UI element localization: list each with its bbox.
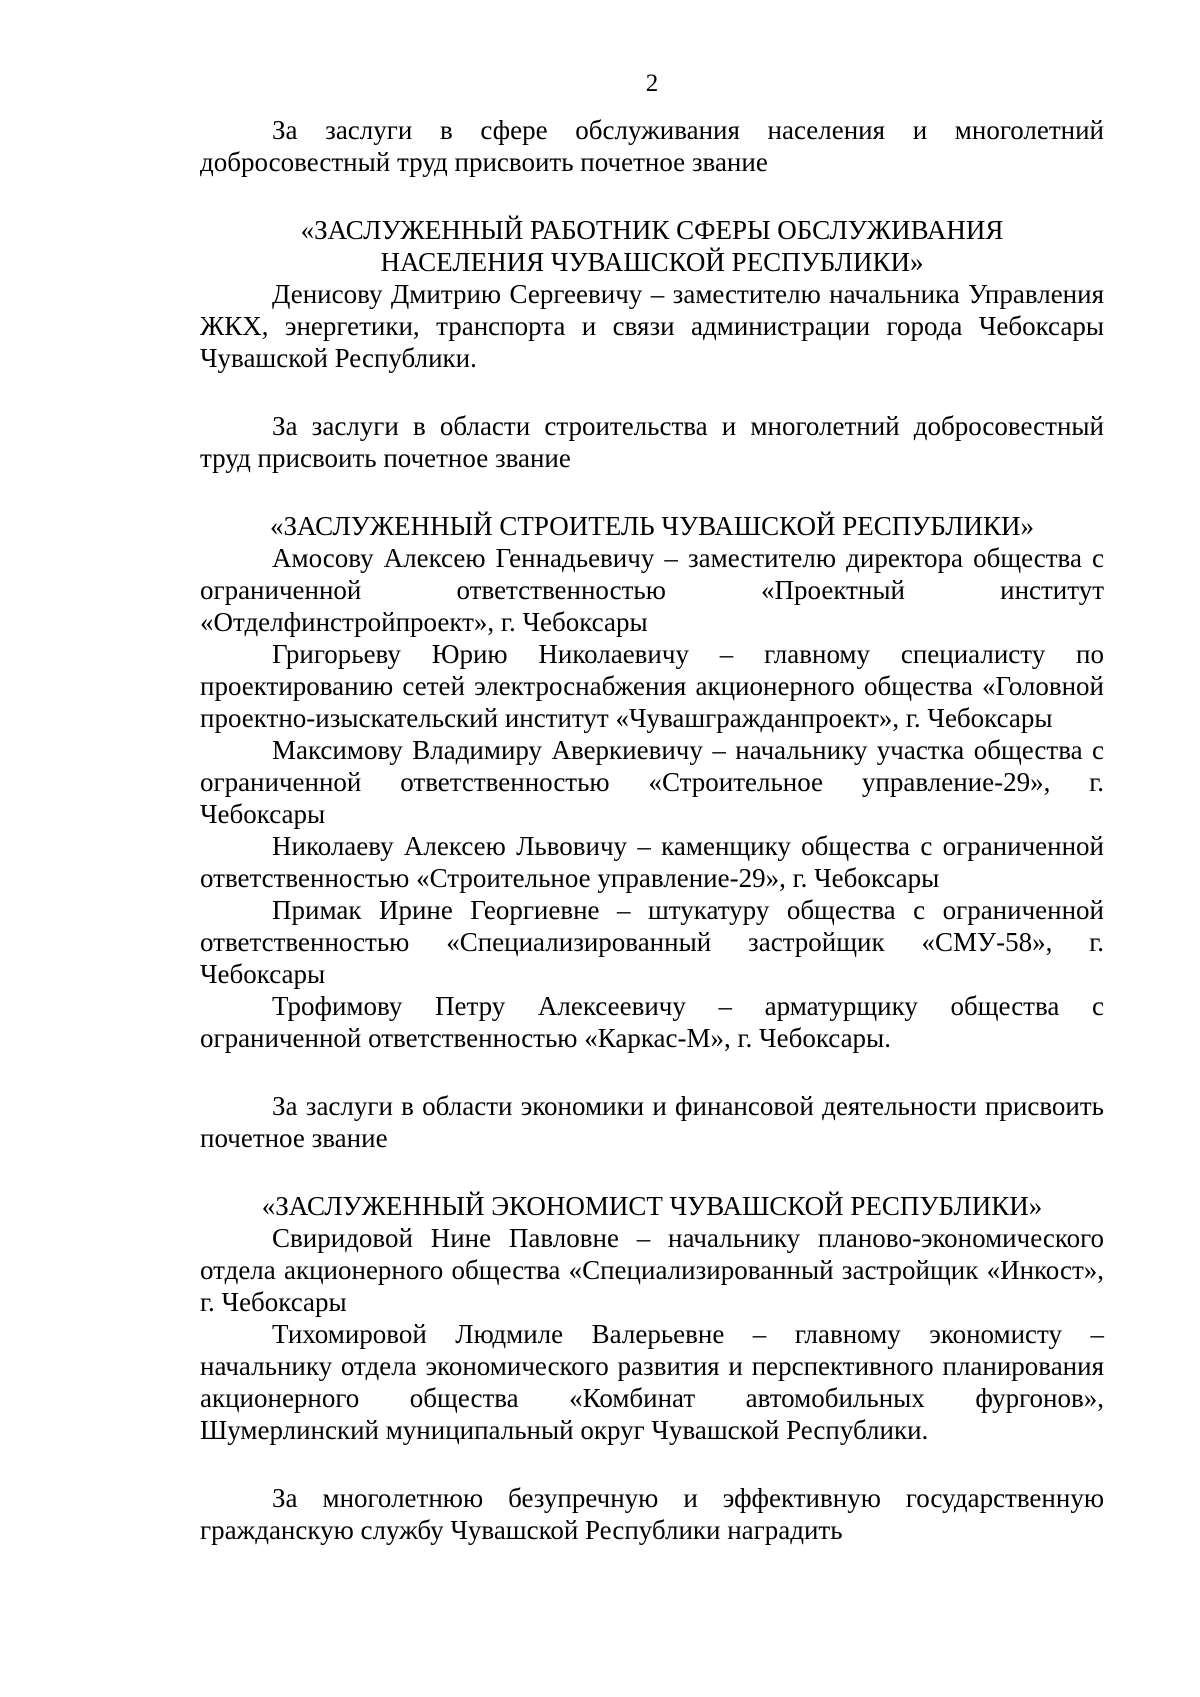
award-title-line: «ЗАСЛУЖЕННЫЙ СТРОИТЕЛЬ ЧУВАШСКОЙ РЕСПУБЛИКИ» xyxy=(269,511,1035,541)
award-section-service xyxy=(200,114,1104,374)
award-title-line: НАСЕЛЕНИЯ ЧУВАШСКОЙ РЕСПУБЛИКИ» xyxy=(380,247,924,277)
award-title xyxy=(200,214,1104,278)
awardee-entry: Трофимову Петру Алексеевичу – арматурщику общества с ограниченной ответственностью «Каркас-М», г. Чебоксары. xyxy=(200,991,1104,1053)
awardee-entry: Примак Ирине Георгиевне – штукатуру общества с ограниченной ответственностью «Специализированный застройщик «СМУ-58», г. Чебоксары xyxy=(200,895,1104,989)
awardee-entry: Амосову Алексею Геннадьевичу – заместителю директора общества с ограниченной ответственностью «Проектный институт «Отделфинстройпроект», г. Чебоксары xyxy=(200,543,1104,637)
awardee-entry: Николаеву Алексею Львовичу – каменщику общества с ограниченной ответственностью «Строительное управление-29», г. Чебоксары xyxy=(200,831,1104,893)
page-number: 2 xyxy=(645,70,659,97)
document-page xyxy=(200,68,1104,1546)
award-title xyxy=(200,510,1104,542)
section-intro: За заслуги в области строительства и многолетний добросовестный труд присвоить почетное звание xyxy=(200,411,1104,473)
award-title-line: «ЗАСЛУЖЕННЫЙ РАБОТНИК СФЕРЫ ОБСЛУЖИВАНИЯ xyxy=(300,215,1004,245)
awardee-entry: Максимову Владимиру Аверкиевичу – начальнику участка общества с ограниченной ответственностью «Строительное управление-29», г. Чебоксары xyxy=(200,735,1104,829)
closing-text: За многолетнюю безупречную и эффективную государственную гражданскую службу Чувашской Республики наградить xyxy=(200,1483,1104,1545)
awardee-entry: Свиридовой Нине Павловне – начальнику планово-экономического отдела акционерного общества «Специализированный застройщик «Инкост», г. Чебоксары xyxy=(200,1223,1104,1317)
award-section-economics xyxy=(200,1090,1104,1446)
award-section-construction xyxy=(200,410,1104,1054)
awardee-entry: Тихомировой Людмиле Валерьевне – главному экономисту – начальнику отдела экономического развития и перспективного планирования акционерного общества «Комбинат автомобильных фургонов», Шумерлинский муниципальный округ Чувашской Республики. xyxy=(200,1319,1104,1445)
award-title xyxy=(200,1190,1104,1222)
section-intro: За заслуги в сфере обслуживания населения и многолетний добросовестный труд присвоить почетное звание xyxy=(200,115,1104,177)
closing-section xyxy=(200,1482,1104,1546)
award-title-line: «ЗАСЛУЖЕННЫЙ ЭКОНОМИСТ ЧУВАШСКОЙ РЕСПУБЛИКИ» xyxy=(261,1191,1043,1221)
section-intro: За заслуги в области экономики и финансовой деятельности присвоить почетное звание xyxy=(200,1091,1104,1153)
awardee-entry: Денисову Дмитрию Сергеевичу – заместителю начальника Управления ЖКХ, энергетики, транспорта и связи администрации города Чебоксары Чувашской Республики. xyxy=(200,279,1104,373)
awardee-entry: Григорьеву Юрию Николаевичу – главному специалисту по проектированию сетей электроснабжения акционерного общества «Головной проектно-изыскательский институт «Чувашгражданпроект», г. Чебоксары xyxy=(200,639,1104,733)
